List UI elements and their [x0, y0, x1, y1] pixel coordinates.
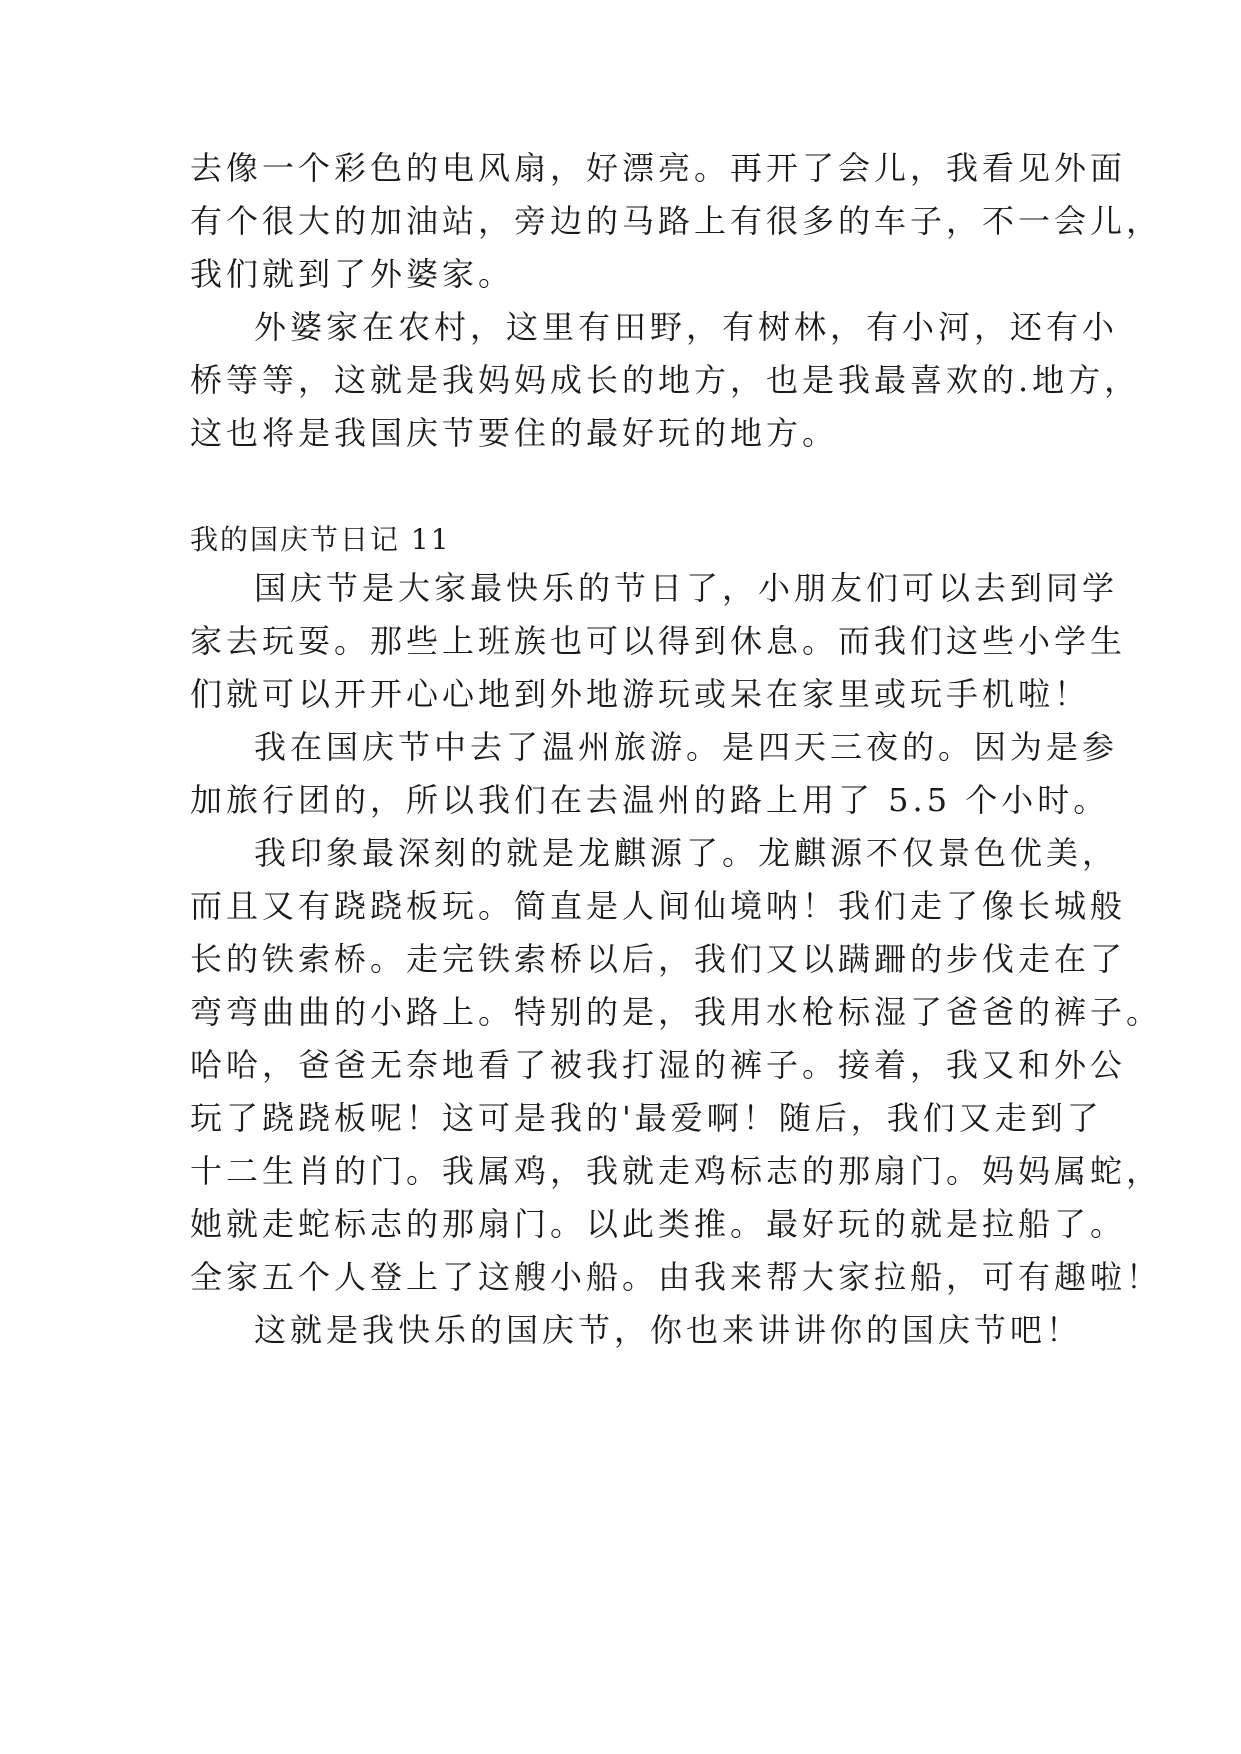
text-line: 们就可以开开心心地到外地游玩或呆在家里或玩手机啦！ [190, 675, 1091, 713]
text-line: 弯弯曲曲的小路上。特别的是，我用水枪标湿了爸爸的裤子。 [190, 993, 1163, 1031]
section-title: 我的国庆节日记 11 [190, 523, 451, 556]
text-line: 她就走蛇标志的那扇门。以此类推。最好玩的就是拉船了。 [190, 1205, 1127, 1243]
text-line: 我在国庆节中去了温州旅游。是四天三夜的。因为是参 [254, 728, 1119, 766]
text-line: 而且又有跷跷板玩。简直是人间仙境呐！我们走了像长城般 [190, 887, 1127, 925]
text-line: 长的铁索桥。走完铁索桥以后，我们又以蹒跚的步伐走在了 [190, 940, 1127, 978]
text-line: 玩了跷跷板呢！这可是我的'最爱啊！随后，我们又走到了 [190, 1099, 1103, 1137]
text-line: 十二生肖的门。我属鸡，我就走鸡标志的那扇门。妈妈属蛇， [190, 1152, 1163, 1190]
text-line: 这就是我快乐的国庆节，你也来讲讲你的国庆节吧！ [254, 1311, 1083, 1349]
text-line: 加旅行团的，所以我们在去温州的路上用了 5.5 个小时。 [190, 781, 1110, 819]
text-line: 这也将是我国庆节要住的最好玩的地方。 [190, 414, 839, 452]
text-line: 去像一个彩色的电风扇，好漂亮。再开了会儿，我看见外面 [190, 149, 1127, 187]
text-line: 有个很大的加油站，旁边的马路上有很多的车子，不一会儿， [190, 202, 1163, 240]
text-line: 桥等等，这就是我妈妈成长的地方，也是我最喜欢的.地方， [190, 361, 1141, 399]
text-line: 家去玩耍。那些上班族也可以得到休息。而我们这些小学生 [190, 622, 1127, 660]
text-line: 全家五个人登上了这艘小船。由我来帮大家拉船，可有趣啦！ [190, 1258, 1163, 1296]
text-line: 我们就到了外婆家。 [190, 255, 515, 293]
text-line: 哈哈，爸爸无奈地看了被我打湿的裤子。接着，我又和外公 [190, 1046, 1127, 1084]
text-line: 我印象最深刻的就是龙麒源了。龙麒源不仅景色优美， [254, 834, 1119, 872]
text-line: 国庆节是大家最快乐的节日了，小朋友们可以去到同学 [254, 569, 1119, 607]
text-line: 外婆家在农村，这里有田野，有树林，有小河，还有小 [254, 308, 1119, 346]
